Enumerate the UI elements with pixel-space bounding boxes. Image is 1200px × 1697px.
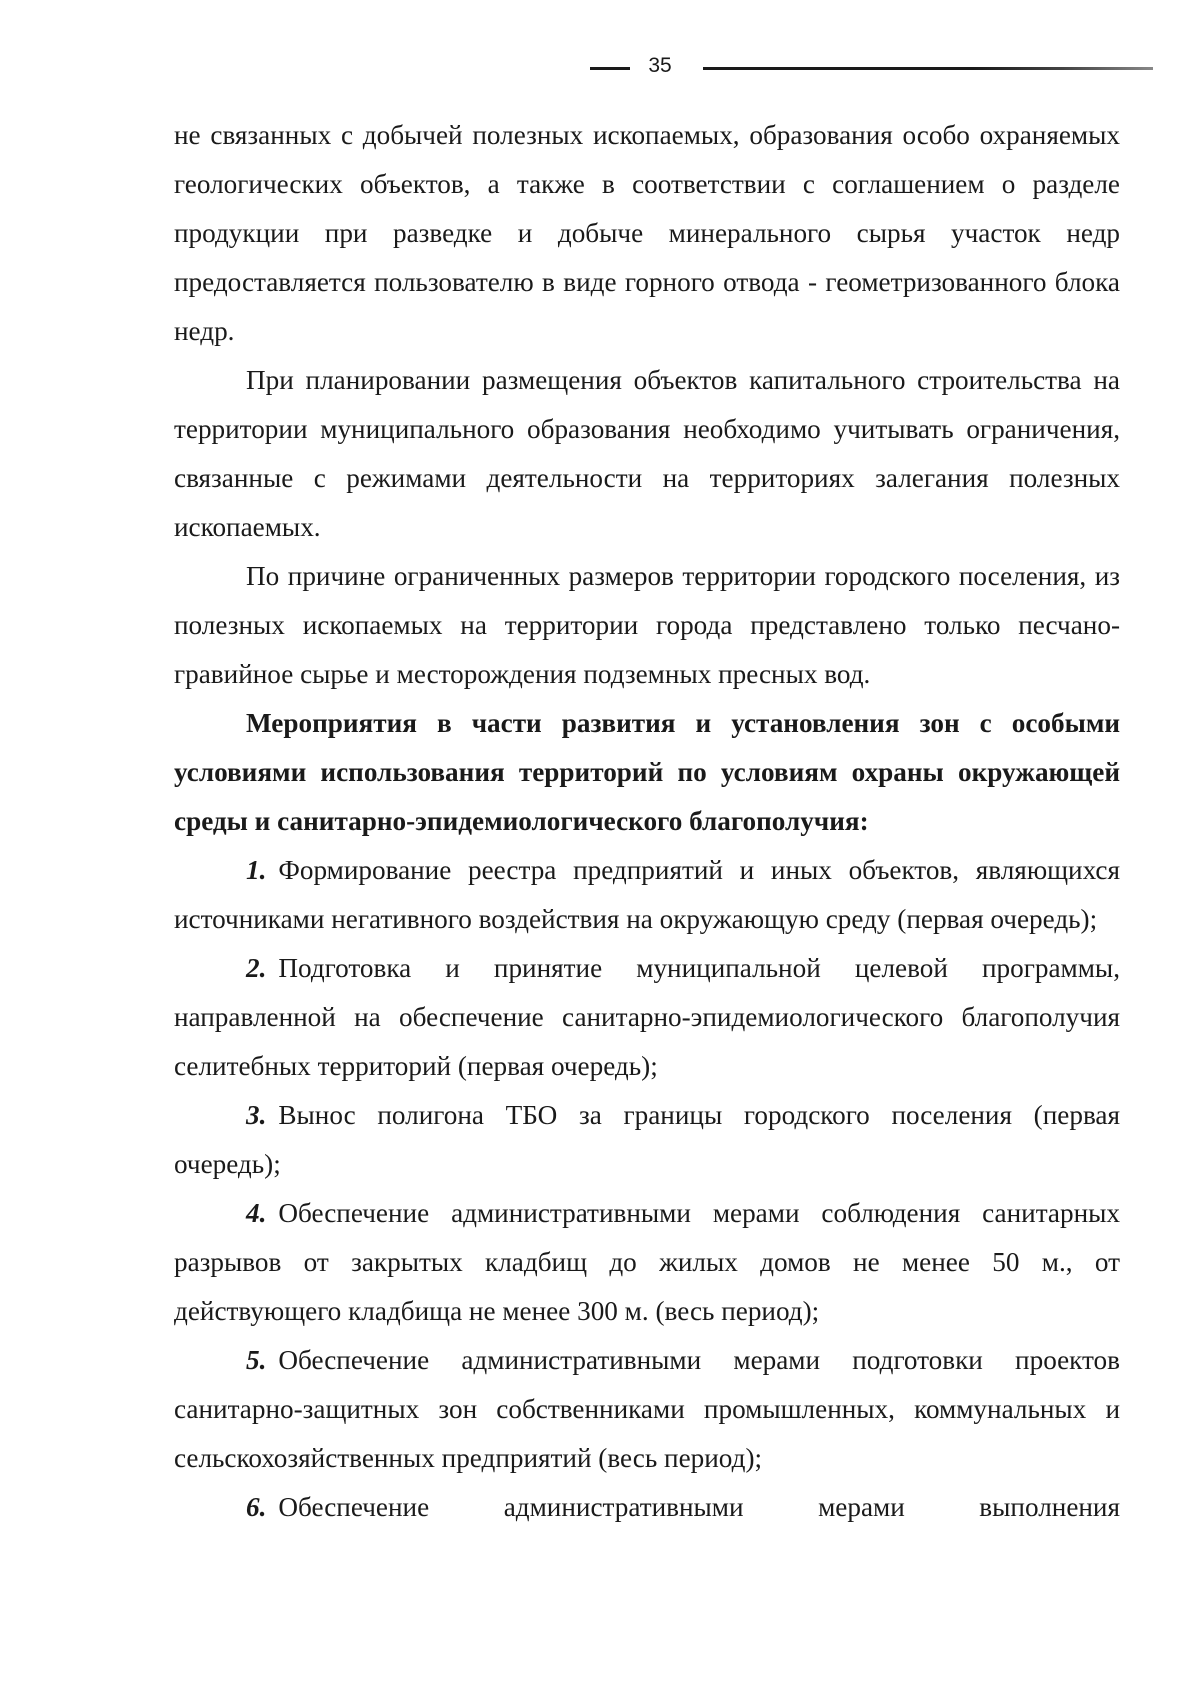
list-item-number: 2. (246, 953, 267, 983)
document-body (174, 111, 1120, 1532)
list-item-number: 1. (246, 855, 267, 885)
list-item-text: Вынос полигона ТБО за границы городского поселения (первая очередь); (174, 1100, 1120, 1179)
list-item-2 (174, 944, 1120, 1091)
list-item-text: Формирование реестра предприятий и иных объектов, являющихся источниками негативного воздействия на окружающую среду (первая очередь); (174, 855, 1120, 934)
list-item-text: Подготовка и принятие муниципальной целевой программы, направленной на обеспечение санитарно-эпидемиологического благополучия селитебных территорий (первая очередь); (174, 953, 1120, 1081)
page-header (0, 52, 1200, 84)
list-item-4 (174, 1189, 1120, 1336)
list-item-text: Обеспечение административными мерами подготовки проектов санитарно-защитных зон собственниками промышленных, коммунальных и сельскохозяйственных предприятий (весь период); (174, 1345, 1120, 1473)
list-item-6 (174, 1483, 1120, 1532)
paragraph-2: При планировании размещения объектов капитального строительства на территории муниципального образования необходимо учитывать ограничения, связанные с режимами деятельности на территориях залегания полезных ископаемых. (174, 365, 1120, 542)
list-item-5 (174, 1336, 1120, 1483)
section-heading: Мероприятия в части развития и установления зон с особыми условиями использования территорий по условиям охраны окружающей среды и санитарно-эпидемиологического благополучия: (174, 708, 1120, 836)
paragraph-1: не связанных с добычей полезных ископаемых, образования особо охраняемых геологических объектов, а также в соответствии с соглашением о разделе продукции при разведке и добыче минерального сырья участок недр предоставляется пользователю в виде горного отвода - геометризованного блока недр. (174, 120, 1120, 346)
list-item-number: 5. (246, 1345, 267, 1375)
list-item-number: 6. (246, 1492, 267, 1522)
list-item-1 (174, 846, 1120, 944)
list-item-text: Обеспечение административными мерами соблюдения санитарных разрывов от закрытых кладбищ до жилых домов не менее 50 м., от действующего кладбища не менее 300 м. (весь период); (174, 1198, 1120, 1326)
paragraph-3: По причине ограниченных размеров территории городского поселения, из полезных ископаемых на территории города представлено только песчано-гравийное сырье и месторождения подземных пресных вод. (174, 561, 1120, 689)
header-dash (590, 67, 630, 70)
list-item-number: 3. (246, 1100, 267, 1130)
header-rule (703, 67, 1153, 70)
list-item-3 (174, 1091, 1120, 1189)
page-number: 35 (648, 54, 672, 77)
list-item-text: Обеспечение административными мерами выполнения (278, 1492, 1120, 1522)
list-item-number: 4. (246, 1198, 267, 1228)
